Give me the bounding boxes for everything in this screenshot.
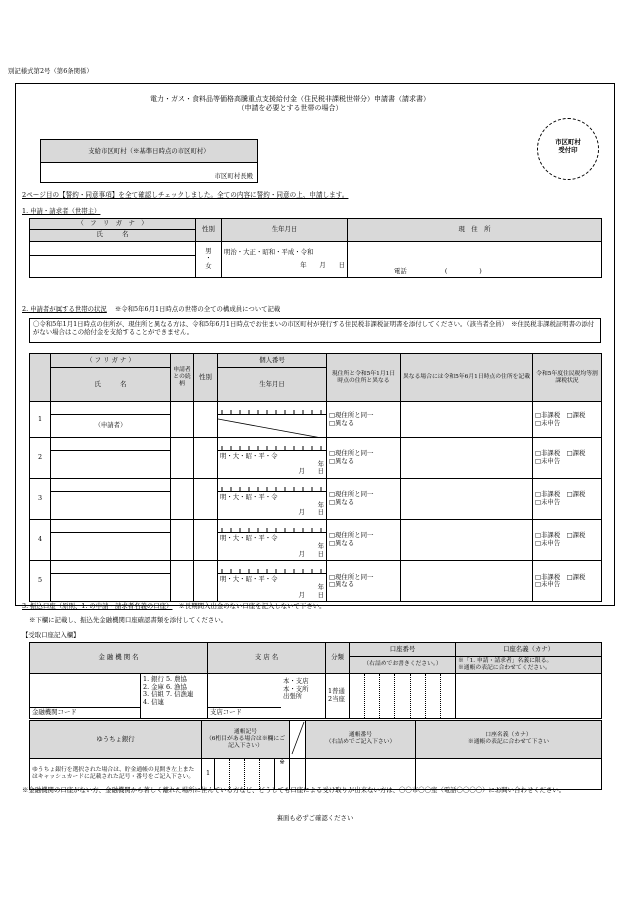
- holder-note2: ※通帳の表記に合わせてください。: [458, 664, 551, 671]
- address-header: 現 住 所: [348, 219, 602, 242]
- era-options[interactable]: 明治・大正・昭和・平成・令和: [224, 247, 314, 256]
- phone-input[interactable]: ( ): [444, 267, 482, 275]
- account-digit[interactable]: [350, 674, 365, 718]
- account-digit[interactable]: [365, 674, 380, 718]
- household-row: [30, 561, 602, 574]
- furigana-input[interactable]: [30, 241, 196, 255]
- yucho-number-note: （右詰めでご記入下さい）: [325, 739, 396, 746]
- section2-title-row: [22, 306, 280, 314]
- gender-options[interactable]: 男 ・ 女: [196, 241, 222, 277]
- gender-header: 性別: [196, 219, 222, 242]
- section3-title: 3. 振込口座（原則、1. の申請・請求者名義の口座）: [22, 602, 173, 610]
- hh-year: 年: [317, 582, 324, 591]
- account-digit[interactable]: [395, 674, 410, 718]
- hh-furigana-input[interactable]: [51, 520, 171, 533]
- yucho-header: ゆうちょ銀行: [30, 721, 202, 759]
- account-no-input[interactable]: [350, 673, 456, 718]
- yucho-digit[interactable]: [245, 759, 260, 789]
- hh-gender-input[interactable]: [194, 561, 218, 602]
- hh-dob-input[interactable]: [218, 451, 327, 479]
- name-input[interactable]: [30, 255, 196, 277]
- hh-individual-no-input[interactable]: [218, 402, 327, 415]
- hh-dob-input[interactable]: [218, 533, 327, 561]
- account-no-header: 口座番号: [350, 643, 456, 657]
- hh-individual-no-input[interactable]: [218, 438, 327, 451]
- phone-label: 電話: [394, 267, 407, 275]
- hh-address-options[interactable]: □現住所と同一 □異なる: [327, 402, 401, 438]
- individual-no-header: 個人番号: [218, 354, 327, 368]
- stamp-line2: 受付印: [558, 145, 578, 154]
- hh-diff-address-input[interactable]: [401, 520, 533, 561]
- household-row: [30, 438, 602, 451]
- yucho-holder-header: [416, 721, 602, 759]
- branch-type-options[interactable]: 本・支店 本・支所 出張所: [283, 676, 309, 701]
- slash-mark: [290, 721, 306, 755]
- section3-title-row: [22, 603, 326, 611]
- no-header: [30, 354, 51, 402]
- household-row: [30, 402, 602, 415]
- section2-note: ※令和5年6月1日時点の世帯の全ての構成員について記載: [114, 305, 281, 313]
- yucho-holder-note: ※通帳の表記に合わせて下さい: [467, 739, 550, 746]
- relation-header: 申請者との続柄: [171, 354, 194, 402]
- hh-dob-input[interactable]: [218, 415, 327, 438]
- yucho-symbol-label: 通帳記号: [233, 728, 258, 735]
- name-header: 氏 名: [30, 229, 196, 241]
- hh-tax-options[interactable]: □非課税 □課税 □未申告: [533, 402, 602, 438]
- applicant-table: [29, 218, 602, 278]
- hh-diff-address-input[interactable]: [401, 561, 533, 602]
- yucho-holder-input[interactable]: [416, 758, 602, 789]
- yucho-number-label: 通帳番号: [348, 732, 373, 739]
- row-number: 5: [30, 561, 51, 602]
- hh-month-day: 月 日: [298, 467, 324, 476]
- hh-diff-address-input[interactable]: [401, 438, 533, 479]
- yucho-digit[interactable]: [215, 759, 230, 789]
- hh-tax-options[interactable]: □非課税 □課税 □未申告: [533, 520, 602, 561]
- recipient-addressee: 市区町村長殿: [214, 172, 253, 180]
- hh-era-options[interactable]: 明・大・昭・平・令: [220, 493, 278, 502]
- yucho-divider-cell: [290, 758, 306, 789]
- bank-name-header: 金 融 機 関 名: [30, 643, 208, 674]
- bank-code-label: 金融機関コード: [32, 708, 77, 717]
- holder-input[interactable]: [456, 673, 602, 718]
- branch-code-row[interactable]: [208, 707, 281, 718]
- yucho-symbol-input[interactable]: [202, 758, 290, 789]
- branch-name-header: 支 店 名: [208, 643, 326, 674]
- hh-tax-options[interactable]: □非課税 □課税 □未申告: [533, 561, 602, 602]
- hh-gender-header: 性別: [194, 354, 218, 402]
- hh-individual-no-input[interactable]: [218, 561, 327, 574]
- hh-name-input[interactable]: [51, 533, 171, 561]
- holder-notes: [456, 657, 602, 674]
- hh-name-input[interactable]: [51, 574, 171, 602]
- bank-table: [29, 642, 602, 719]
- hh-dob-input[interactable]: [218, 574, 327, 602]
- hh-relation-input[interactable]: [171, 438, 194, 479]
- category-header: 分類: [326, 643, 350, 674]
- row-number: 2: [30, 438, 51, 479]
- yucho-mark: ※: [279, 758, 285, 766]
- hh-furigana-input[interactable]: [51, 402, 171, 415]
- branch-name-input[interactable]: [208, 674, 281, 718]
- hh-name-input[interactable]: [51, 415, 171, 438]
- hh-era-options[interactable]: 明・大・昭・平・令: [220, 534, 278, 543]
- yucho-holder-label: 口座名義（カナ）: [485, 732, 532, 739]
- furigana-header: （ フ リ ガ ナ ）: [30, 219, 196, 230]
- account-subsection: 【受取口座記入欄】: [22, 631, 80, 639]
- hh-relation-input[interactable]: [171, 479, 194, 520]
- holder-header: 口座名義（カナ）: [456, 643, 602, 657]
- yucho-number-input[interactable]: [306, 758, 416, 789]
- section2-notice: 〇令和5年1月1日時点の住所が、現住所と異なる方は、令和5年6月1日時点でお住まいの市区町村が発行する住民税非課税証明書を添付してください。（該当者全員） ※住民税非課税証明書の添付がない場合はこの給付金を支給することができません。: [29, 318, 601, 343]
- hh-gender-input[interactable]: [194, 479, 218, 520]
- hh-tax-options[interactable]: □非課税 □課税 □未申告: [533, 479, 602, 520]
- hh-era-options[interactable]: 明・大・昭・平・令: [220, 575, 278, 584]
- form-subtitle: （申請を必要とする世帯の場合）: [237, 104, 343, 112]
- hh-furigana-input[interactable]: [51, 479, 171, 492]
- hh-address-options[interactable]: □現住所と同一 □異なる: [327, 479, 401, 520]
- hh-individual-no-input[interactable]: [218, 479, 327, 492]
- account-digit[interactable]: [441, 674, 455, 718]
- dob-input[interactable]: [222, 241, 348, 277]
- hh-name-input[interactable]: [51, 451, 171, 479]
- hh-address-options[interactable]: □現住所と同一 □異なる: [327, 438, 401, 479]
- hh-individual-no-input[interactable]: [218, 520, 327, 533]
- account-no-note: （右詰めでお書きください。）: [350, 657, 456, 674]
- household-row: [30, 479, 602, 492]
- yucho-description: ゆうちょ銀行を選択された場合は、貯金通帳の見開き左上またはキャッシュカードに記載された記号・番号をご記入下さい。: [30, 758, 202, 789]
- date-units: 年 月 日: [300, 261, 345, 270]
- branch-cell[interactable]: [208, 673, 326, 718]
- form-code: 別記様式第2号（第6条関係）: [8, 67, 93, 75]
- yucho-symbol-header: [202, 721, 290, 759]
- hh-tax-options[interactable]: □非課税 □課税 □未申告: [533, 438, 602, 479]
- form-title: 電力・ガス・食料品等価格高騰重点支援給付金（住民税非課税世帯分）申請書（請求書）: [150, 95, 430, 103]
- hh-furigana-header: （ フ リ ガ ナ ）: [51, 354, 171, 368]
- account-footnote: ※金融機関の口座がない方、金融機関から著しく離れた場所に住んでいる方など、どうしても口座による受け取りが出来ない方は、〇〇市〇〇室（電話〇〇〇〇）にお問い合わせください。: [22, 786, 566, 794]
- section1-title: 1. 申請・請求者（世帯主）: [22, 207, 101, 215]
- hh-address-options[interactable]: □現住所と同一 □異なる: [327, 561, 401, 602]
- hh-year: 年: [317, 500, 324, 509]
- holder-note1: ※「1. 申請・請求者」名義に限る。: [458, 658, 553, 664]
- section3-note: ※長期間入出金のない口座を記入しないで下さい。: [178, 602, 326, 610]
- account-digit[interactable]: [380, 674, 395, 718]
- recipient-box: [40, 139, 258, 183]
- stamp-line1: 市区町村: [555, 138, 581, 146]
- yucho-digit[interactable]: [230, 759, 245, 789]
- hh-furigana-input[interactable]: [51, 561, 171, 574]
- hh-era-options[interactable]: 明・大・昭・平・令: [220, 452, 278, 460]
- bank-name-cell[interactable]: [30, 673, 208, 718]
- yucho-divider: [290, 721, 306, 759]
- hh-name-header: 氏 名: [51, 368, 171, 402]
- reception-stamp: [537, 118, 599, 180]
- yucho-first-digit: 1: [202, 759, 215, 789]
- bank-code-row[interactable]: [30, 707, 140, 718]
- hh-month-day: 月 日: [298, 549, 324, 558]
- hh-month-day: 月 日: [298, 590, 324, 599]
- hh-gender-input[interactable]: [194, 402, 218, 438]
- same-address-header: 現住所と令和5年1月1日時点の住所と異なる: [327, 354, 401, 402]
- address-input[interactable]: [348, 241, 602, 277]
- hh-furigana-input[interactable]: [51, 438, 171, 451]
- hh-relation-input[interactable]: [171, 402, 194, 438]
- household-row: [30, 520, 602, 533]
- section3-note2: ※下欄に記載し、振込先金融機関口座確認書類を添付してください。: [29, 616, 228, 624]
- bank-name-input[interactable]: [30, 674, 141, 718]
- tax-status-header: 令和5年度住民税均等割課税状況: [533, 354, 602, 402]
- diff-address-header: 異なる場合には令和5年6月1日時点の住所を記載: [401, 354, 533, 402]
- account-digit[interactable]: [426, 674, 441, 718]
- hh-dob-input[interactable]: [218, 492, 327, 520]
- section2-title: 2. 申請者が属する世帯の状況: [22, 305, 107, 313]
- hh-diff-address-input[interactable]: [401, 479, 533, 520]
- hh-address-options[interactable]: □現住所と同一 □異なる: [327, 520, 401, 561]
- hh-gender-input[interactable]: [194, 438, 218, 479]
- strike-mark: [218, 415, 327, 438]
- yucho-symbol-note: （6桁目がある場合は※欄にご記入下さい）: [205, 735, 286, 749]
- hh-year: 年: [317, 541, 324, 550]
- household-table: [29, 353, 602, 602]
- hh-month-day: 月 日: [298, 508, 324, 517]
- yucho-digit[interactable]: [260, 759, 275, 789]
- hh-relation-input[interactable]: [171, 520, 194, 561]
- dob-header: 生年月日: [222, 219, 348, 242]
- bank-type-options[interactable]: 1. 銀行 5. 農協 2. 金庫 6. 漁協 3. 信組 7. 信漁連 4. 信連: [143, 674, 194, 706]
- row-number: 3: [30, 479, 51, 520]
- confirm-statement: 2ページ目の【誓約・同意事項】を全て確認しチェックしました。全ての内容に誓約・同意の上、申請します。: [22, 191, 349, 199]
- hh-relation-input[interactable]: [171, 561, 194, 602]
- account-digit[interactable]: [411, 674, 426, 718]
- account-type-options[interactable]: 1普通 2当座: [326, 673, 350, 718]
- branch-code-label: 支店コード: [210, 708, 242, 717]
- hh-diff-address-input[interactable]: [401, 402, 533, 438]
- row-number: 4: [30, 520, 51, 561]
- hh-name-input[interactable]: [51, 492, 171, 520]
- yucho-table: [29, 720, 602, 790]
- hh-year: 年: [317, 459, 324, 468]
- hh-gender-input[interactable]: [194, 520, 218, 561]
- recipient-label: 支給市区町村（※基準日時点の市区町村）: [41, 140, 257, 163]
- hh-dob-header: 生年月日: [218, 368, 327, 402]
- yucho-number-header: [306, 721, 416, 759]
- footer-note: 裏面も必ずご確認ください: [276, 814, 354, 822]
- applicant-label: （申請者）: [94, 421, 127, 430]
- row-number: 1: [30, 402, 51, 438]
